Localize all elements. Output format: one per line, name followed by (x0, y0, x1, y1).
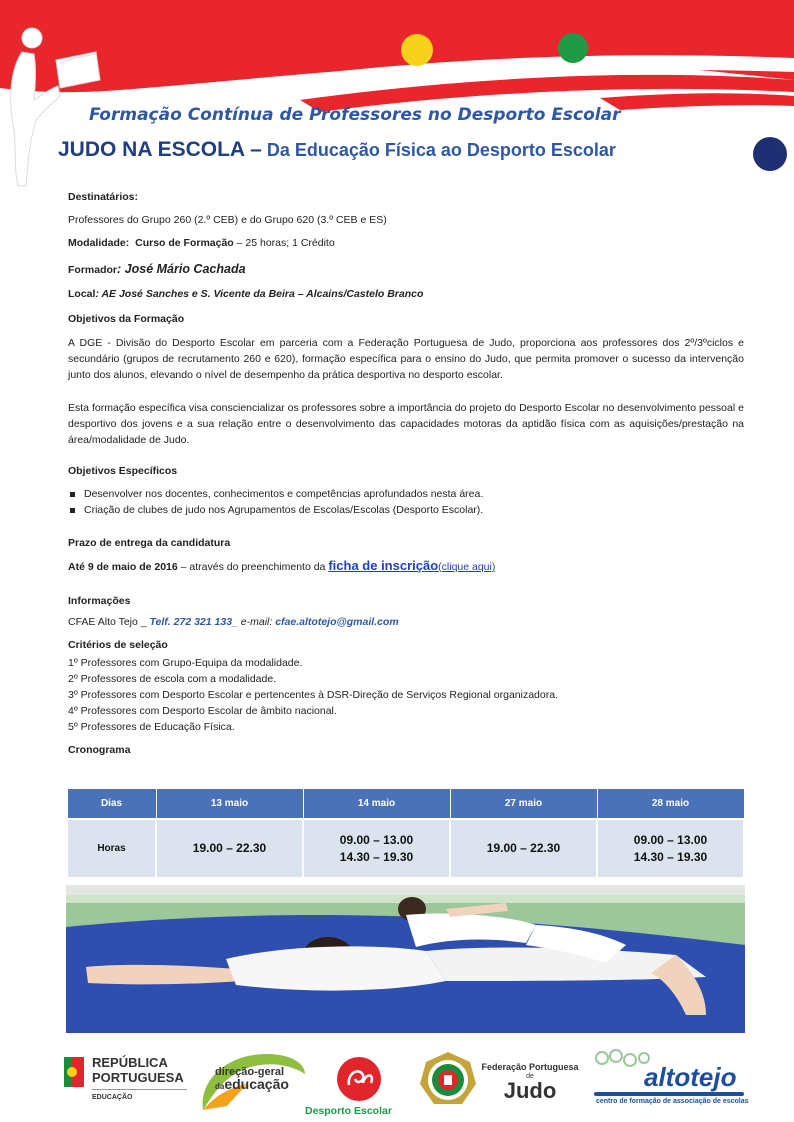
altotejo-logo (594, 1048, 754, 1114)
logo-text: Federação Portuguesa (481, 1062, 579, 1072)
list-item (68, 502, 483, 518)
header-decoration (0, 0, 794, 200)
logo-text: direção-geral (215, 1066, 285, 1078)
blue-dot (753, 137, 787, 171)
logo-text: Desporto Escolar (305, 1105, 392, 1117)
objetivos-paragraph-2: Esta formação específica visa consciencializar os professores sobre a importância do projeto do Desporto Escolar no desenvolvimento pessoal e desportivo dos jovens e a sua relação entre o desenvolvimento das capacidades motoras da aptidão física com as aquisições/prestação na área/modalidade de Judo. (68, 402, 744, 446)
list-item: 5º Professores de Educação Física. (68, 721, 235, 733)
logo-text: EDUCAÇÃO (92, 1094, 133, 1101)
fpj-logo-text (480, 1062, 580, 1102)
table-header-cell: 14 maio (303, 789, 450, 820)
modalidade-detail: – 25 horas; 1 Crédito (233, 237, 335, 249)
modalidade-label: Modalidade: (68, 237, 130, 249)
time-range: 14.30 – 19.30 (633, 849, 708, 864)
table-header-cell: 27 maio (450, 789, 597, 820)
table-header-cell: Dias (67, 789, 156, 820)
table-cell (303, 819, 450, 878)
title-sub: Da Educação Física ao Desporto Escolar (261, 140, 616, 160)
logo-text: da (215, 1082, 225, 1091)
bullet-icon (70, 508, 75, 513)
phone: Telf. 272 321 133_ (149, 616, 238, 628)
dge-logo (197, 1050, 307, 1116)
logo-text: educação (224, 1076, 289, 1092)
table-row (67, 819, 744, 878)
modalidade-line (68, 236, 335, 252)
informacoes-heading: Informações (68, 595, 131, 607)
row-label: Horas (67, 819, 156, 878)
modalidade-type: Curso de Formação (135, 237, 234, 249)
list-item (68, 486, 483, 502)
prazo-text: – através do preenchimento da (177, 561, 329, 573)
email-label: e-mail: (237, 616, 276, 628)
fpj-shield-icon (418, 1050, 478, 1110)
table-header-cell: 13 maio (156, 789, 303, 820)
list-item: 4º Professores com Desporto Escolar de âmbito nacional. (68, 705, 337, 717)
list-item: 1º Professores com Grupo-Equipa da modalidade. (68, 657, 303, 669)
schedule-table (66, 788, 745, 879)
logo-text: centro de formação de associação de escolas (596, 1098, 749, 1105)
table-header-row (67, 789, 744, 820)
objetivos-heading: Objetivos da Formação (68, 313, 185, 325)
table-cell (597, 819, 744, 878)
local-value: : AE José Sanches e S. Vicente da Beira – Alcains/Castelo Branco (95, 288, 424, 300)
fpj-emblem (418, 1050, 478, 1110)
org-name: CFAE Alto Tejo _ (68, 616, 150, 628)
red-stripe-2 (600, 93, 794, 110)
bullet-icon (70, 492, 75, 497)
objetivos-paragraph-1: A DGE - Divisão do Desporto Escolar em parceria com a Federação Portuguesa de Judo, proporciona aos professores dos 2º/3ºciclos e secundário (grupos de recrutamento 260 e 620), formação específica para o ensino do Judo, que permita promover o sucesso da intervenção junto dos alunos, elevando o nível de desempenho da prática desportiva no desporto escolar. (68, 337, 744, 381)
clique-aqui-link[interactable]: (clique aqui) (438, 561, 496, 573)
cronograma-heading: Cronograma (68, 744, 131, 756)
criterios-heading: Critérios de seleção (68, 639, 168, 651)
prazo-date: Até 9 de maio de 2016 (68, 561, 178, 573)
local-line (68, 287, 423, 303)
list-item: 3º Professores com Desporto Escolar e pertencentes à DSR-Direção de Serviços Regional organizadora. (68, 689, 558, 701)
time-range: 09.00 – 13.00 (339, 832, 414, 847)
green-dot (558, 33, 588, 63)
time-range: 19.00 – 22.30 (192, 841, 267, 855)
local-label: Local (68, 288, 96, 300)
email-link[interactable]: cfae.altotejo@gmail.com (275, 616, 399, 628)
table-cell (156, 819, 303, 878)
logo-text: altotejo (644, 1062, 737, 1092)
table-cell (450, 819, 597, 878)
formador-line (68, 262, 246, 279)
list-item: 2º Professores de escola com a modalidade. (68, 673, 277, 685)
table-header-cell: 28 maio (597, 789, 744, 820)
desporto-escolar-logo (305, 1055, 425, 1119)
list-item-text: Desenvolver nos docentes, conhecimentos e competências aprofundados nesta área. (84, 488, 484, 500)
title-main: JUDO NA ESCOLA – (58, 138, 262, 161)
time-range: 09.00 – 13.00 (633, 832, 708, 847)
informacoes-line (68, 615, 399, 631)
criterios-list (68, 655, 558, 735)
republica-portuguesa-logo (64, 1055, 194, 1107)
logo-text: de (526, 1073, 534, 1080)
formador-label: Formador (68, 264, 118, 276)
prazo-line (68, 558, 495, 576)
ficha-inscricao-link[interactable]: ficha de inscrição (328, 558, 439, 573)
prazo-heading: Prazo de entrega da candidatura (68, 537, 231, 549)
especificos-heading: Objetivos Específicos (68, 465, 178, 477)
title-line1: Formação Contínua de Professores no Desporto Escolar (89, 105, 621, 125)
especificos-list (68, 486, 483, 518)
time-range: 14.30 – 19.30 (339, 849, 414, 864)
formador-name: : José Mário Cachada (117, 262, 246, 276)
time-range: 19.00 – 22.30 (486, 841, 561, 855)
judo-photo (66, 885, 745, 1033)
destinatarios-text: Professores do Grupo 260 (2.º CEB) e do Grupo 620 (3.º CEB e ES) (68, 214, 387, 226)
desporto-escolar-icon (335, 1055, 383, 1103)
logo-text: Judo (503, 1078, 557, 1103)
logo-text: PORTUGUESA (92, 1070, 184, 1085)
destinatarios-label: Destinatários: (68, 191, 139, 203)
logo-text: REPÚBLICA (92, 1055, 168, 1070)
flag-icon (64, 1057, 84, 1087)
main-title (58, 138, 616, 162)
yellow-dot (401, 34, 433, 66)
list-item-text: Criação de clubes de judo nos Agrupamentos de Escolas/Escolas (Desporto Escolar). (84, 504, 484, 516)
